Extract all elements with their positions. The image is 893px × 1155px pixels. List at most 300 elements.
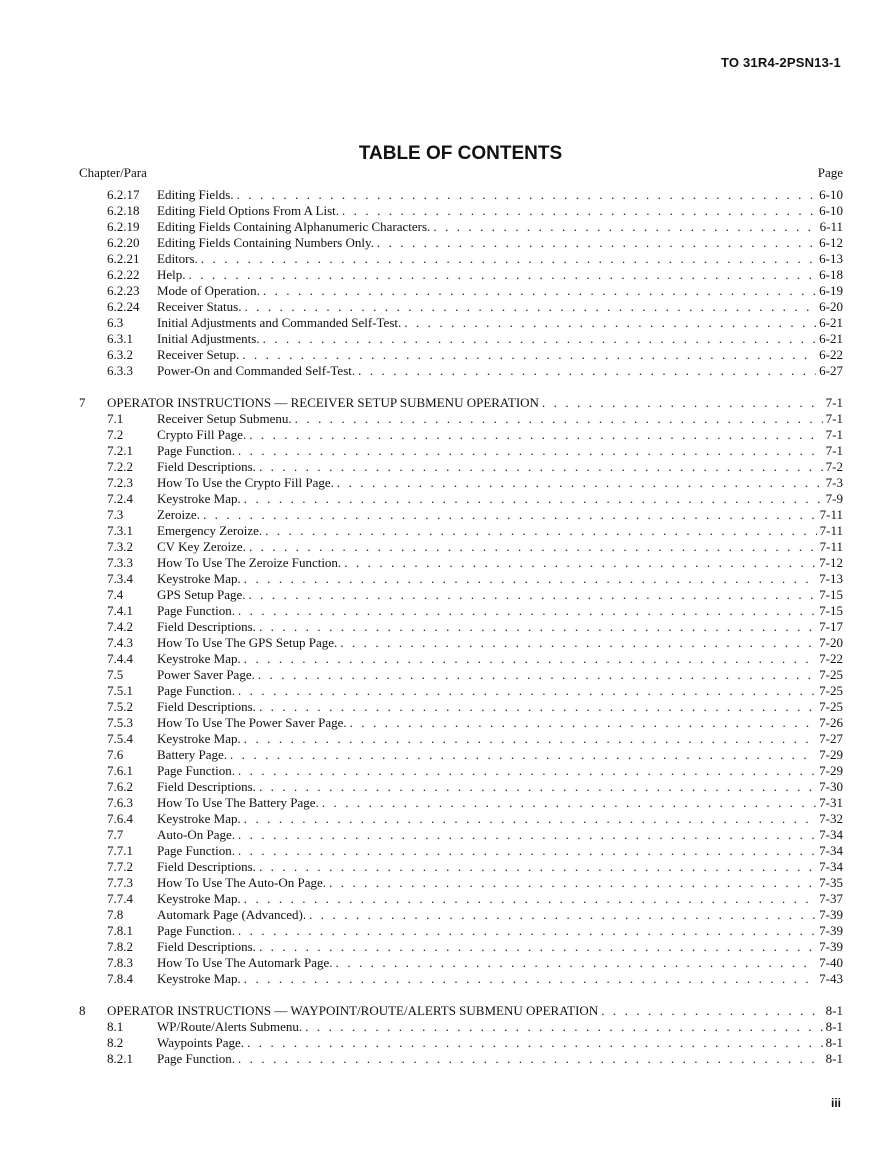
toc-entry-page: 7-1 [825,395,843,410]
toc-entry[interactable] [0,827,893,843]
toc-entry-page: 6-11 [819,219,843,234]
toc-entry[interactable] [0,891,893,907]
dot-leader [203,507,817,523]
toc-entry-body [157,619,843,635]
toc-entry-number: 7.4 [107,587,124,602]
toc-entry[interactable] [0,459,893,475]
dot-leader [247,1035,823,1051]
toc-entry-title: Help. [157,267,186,282]
toc-entry-title: WP/Route/Alerts Submenu. [157,1019,303,1034]
toc-entry-page: 6-27 [819,363,843,378]
dot-leader [433,219,816,235]
toc-entry-page: 8-1 [825,1003,843,1018]
toc-entry-body [157,635,843,651]
toc-entry-number: 6.3 [107,315,124,330]
chapter-para-column-header: Chapter/Para [79,165,147,180]
toc-entry-number: 7.7.4 [107,891,133,906]
toc-entry-number: 7.8.4 [107,971,133,986]
toc-entry-title: Keystroke Map. [157,731,241,746]
toc-entry-page: 7-2 [825,459,843,474]
toc-entry-title: Keystroke Map. [157,811,241,826]
toc-entry[interactable] [0,955,893,971]
toc-entry-page: 6-10 [819,187,843,202]
toc-entry-page: 6-10 [819,203,843,218]
dot-leader [238,683,816,699]
toc-entry-number: 6.3.3 [107,363,133,378]
toc-entry-page: 7-34 [819,827,843,842]
toc-entry-title: How To Use The Zeroize Function. [157,555,342,570]
toc-entry-page: 7-35 [819,875,843,890]
toc-entry-page: 7-1 [825,427,843,442]
toc-entry[interactable] [0,555,893,571]
toc-entry-page: 7-39 [819,923,843,938]
toc-entry[interactable] [0,971,893,987]
toc-entry-body [157,795,843,811]
toc-entry-page: 7-29 [819,747,843,762]
toc-entry-body [157,667,843,683]
toc-entry-number: 7.1 [107,411,124,426]
dot-leader [238,763,816,779]
toc-entry-body [157,363,843,379]
dot-leader [249,539,817,555]
toc-entry-title: Auto-On Page. [157,827,235,842]
toc-entry-title: Keystroke Map. [157,491,241,506]
toc-entry-page: 7-1 [825,443,843,458]
toc-entry-page: 8-1 [825,1019,843,1034]
toc-entry-page: 7-30 [819,779,843,794]
dot-leader [244,731,816,747]
toc-entry-number: 7.5.3 [107,715,133,730]
dot-leader [295,411,823,427]
toc-entry-number: 7.3.1 [107,523,133,538]
dot-leader [309,907,816,923]
toc-entry-page: 7-40 [819,955,843,970]
toc-entry-number: 7.4.4 [107,651,133,666]
toc-entry[interactable] [0,811,893,827]
toc-entry-title: Receiver Setup Submenu. [157,411,292,426]
toc-entry[interactable] [0,1035,893,1051]
toc-entry-body [157,219,843,235]
toc-entry-title: OPERATOR INSTRUCTIONS — RECEIVER SETUP SUBMENU OPERATION [107,395,539,410]
toc-entry-page: 7-34 [819,859,843,874]
toc-entry-body [157,187,843,203]
page-title: TABLE OF CONTENTS [358,143,563,164]
toc-entry[interactable] [0,1051,893,1067]
toc-entry-body [157,539,843,555]
toc-entry[interactable] [0,315,893,331]
dot-leader [201,251,816,267]
toc-entry-page: 7-17 [819,619,843,634]
toc-entry-body [157,571,843,587]
toc-entry-body [157,843,843,859]
toc-entry-number: 7 [79,395,86,410]
toc-entry-body [157,267,843,283]
dot-leader [601,1003,822,1019]
toc-entry-body [157,459,843,475]
toc-entry-number: 8.2.1 [107,1051,133,1066]
toc-entry[interactable] [0,939,893,955]
dot-leader [344,555,816,571]
toc-entry[interactable] [0,875,893,891]
toc-entry-title: How To Use The Power Saver Page. [157,715,347,730]
toc-entry-page: 7-11 [819,523,843,538]
toc-entry-body [157,299,843,315]
toc-entry[interactable] [0,235,893,251]
toc-entry-title: Field Descriptions. [157,459,256,474]
toc-entry-page: 7-25 [819,699,843,714]
dot-leader [305,1019,822,1035]
dot-leader [259,699,816,715]
toc-entry-page: 7-32 [819,811,843,826]
toc-entry[interactable] [0,667,893,683]
toc-entry-title: Crypto Fill Page. [157,427,247,442]
toc-entry-page: 7-39 [819,907,843,922]
dot-leader [244,971,816,987]
dot-leader [322,795,816,811]
toc-entry-page: 7-25 [819,683,843,698]
toc-entry-body [157,507,843,523]
toc-entry[interactable] [0,219,893,235]
dot-leader [259,779,816,795]
dot-leader [244,491,823,507]
toc-entry-number: 6.2.23 [107,283,140,298]
toc-entry-number: 7.2.2 [107,459,133,474]
toc-entry[interactable] [0,299,893,315]
toc-entry-title: Keystroke Map. [157,651,241,666]
toc-entry-body [157,971,843,987]
dot-leader [242,347,816,363]
toc-entry-body [157,859,843,875]
toc-entry-title: Page Function. [157,683,235,698]
dot-leader [337,475,823,491]
toc-entry-title: Page Function. [157,763,235,778]
toc-entry-number: 6.2.19 [107,219,140,234]
dot-leader [259,859,816,875]
toc-entry-number: 7.7.1 [107,843,133,858]
document-id: TO 31R4-2PSN13-1 [720,55,841,70]
toc-entry-number: 6.3.2 [107,347,133,362]
toc-entry[interactable] [0,187,893,203]
dot-leader [238,443,823,459]
dot-leader [350,715,817,731]
toc-entry-body [157,651,843,667]
toc-entry-page: 7-3 [825,475,843,490]
dot-leader [249,427,822,443]
toc-entry-body [157,811,843,827]
toc-entry-page: 7-22 [819,651,843,666]
dot-leader [404,315,816,331]
toc-entry-title: Editors. [157,251,198,266]
toc-entry-body [157,203,843,219]
toc-entry-body [157,523,843,539]
dot-leader [238,603,816,619]
toc-entry[interactable] [0,411,893,427]
toc-entry-body [157,315,843,331]
toc-entry-page: 6-21 [819,315,843,330]
toc-entry-body [157,411,843,427]
dot-leader [238,827,816,843]
toc-entry-page: 6-13 [819,251,843,266]
toc-entry[interactable] [0,571,893,587]
toc-entry[interactable] [0,507,893,523]
toc-entry-number: 7.5.2 [107,699,133,714]
toc-entry-page: 7-37 [819,891,843,906]
toc-entry-number: 7.2.3 [107,475,133,490]
toc-entry-body [157,923,843,939]
toc-entry[interactable] [0,443,893,459]
toc-entry[interactable] [0,683,893,699]
toc-entry-number: 7.5.4 [107,731,133,746]
toc-entry-number: 7.8.1 [107,923,133,938]
dot-leader [263,283,816,299]
toc-entry-title: Zeroize. [157,507,200,522]
toc-entry[interactable] [0,731,893,747]
toc-entry-page: 7-31 [819,795,843,810]
dot-leader [238,923,816,939]
toc-entry-title: Page Function. [157,443,235,458]
toc-entry-number: 7.7.3 [107,875,133,890]
toc-entry-body [157,747,843,763]
dot-leader [238,843,816,859]
toc-entry-number: 7.8 [107,907,124,922]
toc-entry-title: OPERATOR INSTRUCTIONS — WAYPOINT/ROUTE/ALERTS SUBMENU OPERATION [107,1003,599,1018]
dot-leader [259,939,816,955]
dot-leader [542,395,823,411]
toc-entry[interactable] [0,251,893,267]
toc-entry-page: 6-21 [819,331,843,346]
toc-entry-page: 6-20 [819,299,843,314]
toc-entry-title: How To Use The Automark Page. [157,955,333,970]
toc-entry-title: Receiver Setup. [157,347,240,362]
dot-leader [258,667,816,683]
toc-entry[interactable] [0,619,893,635]
toc-entry[interactable] [0,795,893,811]
toc-entry-body [157,603,843,619]
toc-entry-page: 8-1 [825,1035,843,1050]
toc-entry-number: 7.6.4 [107,811,133,826]
toc-entry[interactable] [0,859,893,875]
toc-entry[interactable] [0,603,893,619]
dot-leader [244,571,816,587]
toc-entry-number: 7.6 [107,747,124,762]
toc-entry[interactable] [0,587,893,603]
dot-leader [248,587,816,603]
toc-entry-body [157,331,843,347]
toc-entry-title: Editing Fields Containing Alphanumeric Characters. [157,219,431,234]
toc-entry[interactable] [0,523,893,539]
dot-leader [340,635,816,651]
toc-entry[interactable] [0,763,893,779]
toc-entry-title: Page Function. [157,843,235,858]
toc-entry-number: 7.5.1 [107,683,133,698]
dot-leader [189,267,817,283]
toc-entry-title: CV Key Zeroize. [157,539,246,554]
toc-entry[interactable] [0,1019,893,1035]
toc-entry-page: 7-26 [819,715,843,730]
toc-entry[interactable] [0,907,893,923]
toc-entry-body [157,1019,843,1035]
toc-entry-title: Initial Adjustments. [157,331,260,346]
toc-entry-title: Page Function. [157,923,235,938]
dot-leader [259,459,823,475]
dot-leader [230,747,816,763]
toc-entry-body [157,955,843,971]
toc-entry-title: Editing Fields Containing Numbers Only. [157,235,374,250]
toc-entry-number: 7.8.3 [107,955,133,970]
toc-entry-number: 7.7 [107,827,124,842]
toc-chapter-entry[interactable] [0,1003,893,1019]
toc-entry-body [157,939,843,955]
toc-entry-body [157,699,843,715]
toc-entry-title: Editing Field Options From A List. [157,203,340,218]
toc-entry-body [157,587,843,603]
dot-leader [336,955,817,971]
toc-entry-page: 7-11 [819,507,843,522]
toc-entry[interactable] [0,267,893,283]
toc-entry-title: Field Descriptions. [157,619,256,634]
toc-entry-title: Page Function. [157,603,235,618]
dot-leader [358,363,816,379]
toc-entry-body [157,683,843,699]
toc-entry-number: 6.2.22 [107,267,140,282]
toc-entry-number: 6.2.18 [107,203,140,218]
toc-entry-body [157,827,843,843]
toc-entry-page: 7-1 [825,411,843,426]
toc-entry-number: 7.3.2 [107,539,133,554]
toc-entry-number: 6.3.1 [107,331,133,346]
toc-entry[interactable] [0,843,893,859]
toc-entry-body [157,347,843,363]
toc-entry-title: Waypoints Page. [157,1035,245,1050]
toc-entry-title: Field Descriptions. [157,699,256,714]
toc-entry[interactable] [0,539,893,555]
toc-entry[interactable] [0,923,893,939]
toc-entry-title: Field Descriptions. [157,779,256,794]
toc-entry-title: Receiver Status. [157,299,242,314]
toc-entry-number: 7.4.3 [107,635,133,650]
toc-entry[interactable] [0,699,893,715]
toc-entry-page: 7-29 [819,763,843,778]
toc-entry-number: 8.2 [107,1035,124,1050]
toc-entry-title: GPS Setup Page. [157,587,246,602]
toc-entry-body [107,1003,843,1019]
dot-leader [244,299,816,315]
toc-entry-number: 8.1 [107,1019,124,1034]
toc-entry-title: Initial Adjustments and Commanded Self-Test. [157,315,402,330]
toc-entry-title: Power Saver Page. [157,667,255,682]
toc-entry-title: Editing Fields. [157,187,234,202]
toc-entry-body [157,251,843,267]
toc-entry-body [107,395,843,411]
toc-entry-number: 7.3 [107,507,124,522]
toc-entry-title: Power-On and Commanded Self-Test. [157,363,356,378]
dot-leader [237,187,817,203]
toc-entry-page: 7-34 [819,843,843,858]
toc-entry-number: 7.6.2 [107,779,133,794]
toc-entry[interactable] [0,347,893,363]
toc-entry-body [157,427,843,443]
toc-chapter-entry[interactable] [0,395,893,411]
dot-leader [329,875,816,891]
toc-entry-title: Page Function. [157,1051,235,1066]
toc-entry-body [157,235,843,251]
toc-entry[interactable] [0,283,893,299]
toc-entry-page: 7-20 [819,635,843,650]
toc-entry[interactable] [0,203,893,219]
toc-entry-title: How To Use The Auto-On Page. [157,875,327,890]
toc-entry-page: 8-1 [825,1051,843,1066]
toc-entry-body [157,907,843,923]
toc-entry-number: 7.2.4 [107,491,133,506]
toc-entry[interactable] [0,427,893,443]
toc-entry-number: 8 [79,1003,86,1018]
dot-leader [263,331,817,347]
toc-entry-number: 7.4.1 [107,603,133,618]
toc-entry[interactable] [0,747,893,763]
dot-leader [244,811,816,827]
toc-entry-body [157,715,843,731]
toc-entry-page: 7-15 [819,603,843,618]
toc-entry-page: 6-12 [819,235,843,250]
toc-entry-page: 6-19 [819,283,843,298]
toc-entry-body [157,555,843,571]
toc-entry[interactable] [0,651,893,667]
toc-entry-body [157,443,843,459]
toc-entry[interactable] [0,475,893,491]
toc-entry-page: 6-22 [819,347,843,362]
toc-entry-title: Mode of Operation. [157,283,260,298]
toc-entry-page: 7-43 [819,971,843,986]
dot-leader [238,1051,823,1067]
toc-entry-page: 7-15 [819,587,843,602]
toc-entry[interactable] [0,779,893,795]
toc-entry[interactable] [0,715,893,731]
toc-entry-body [157,779,843,795]
toc-entry-number: 7.7.2 [107,859,133,874]
toc-entry-number: 7.2 [107,427,124,442]
toc-entry-title: How To Use The GPS Setup Page. [157,635,338,650]
toc-entry-number: 7.3.4 [107,571,133,586]
toc-entry-page: 7-13 [819,571,843,586]
toc-entry-page: 7-39 [819,939,843,954]
toc-entry-body [157,891,843,907]
page-column-header: Page [817,165,843,180]
toc-entry-title: Keystroke Map. [157,571,241,586]
toc-entry-body [157,475,843,491]
dot-leader [342,203,816,219]
toc-entry-title: Field Descriptions. [157,859,256,874]
toc-entry-page: 7-25 [819,667,843,682]
toc-entry-title: Keystroke Map. [157,971,241,986]
toc-entry-page: 6-18 [819,267,843,282]
toc-entry-page: 7-27 [819,731,843,746]
toc-entry[interactable] [0,635,893,651]
toc-entry-number: 7.5 [107,667,124,682]
toc-entry-body [157,283,843,299]
toc-entry[interactable] [0,491,893,507]
toc-entry-body [157,491,843,507]
toc-entry-title: Keystroke Map. [157,891,241,906]
toc-entry[interactable] [0,331,893,347]
toc-entry-body [157,763,843,779]
toc-entry[interactable] [0,363,893,379]
toc-entry-body [157,875,843,891]
toc-entry-number: 6.2.20 [107,235,140,250]
toc-entry-title: How To Use The Battery Page. [157,795,319,810]
toc-entry-number: 6.2.17 [107,187,140,202]
toc-entry-number: 6.2.21 [107,251,140,266]
toc-entry-number: 7.4.2 [107,619,133,634]
